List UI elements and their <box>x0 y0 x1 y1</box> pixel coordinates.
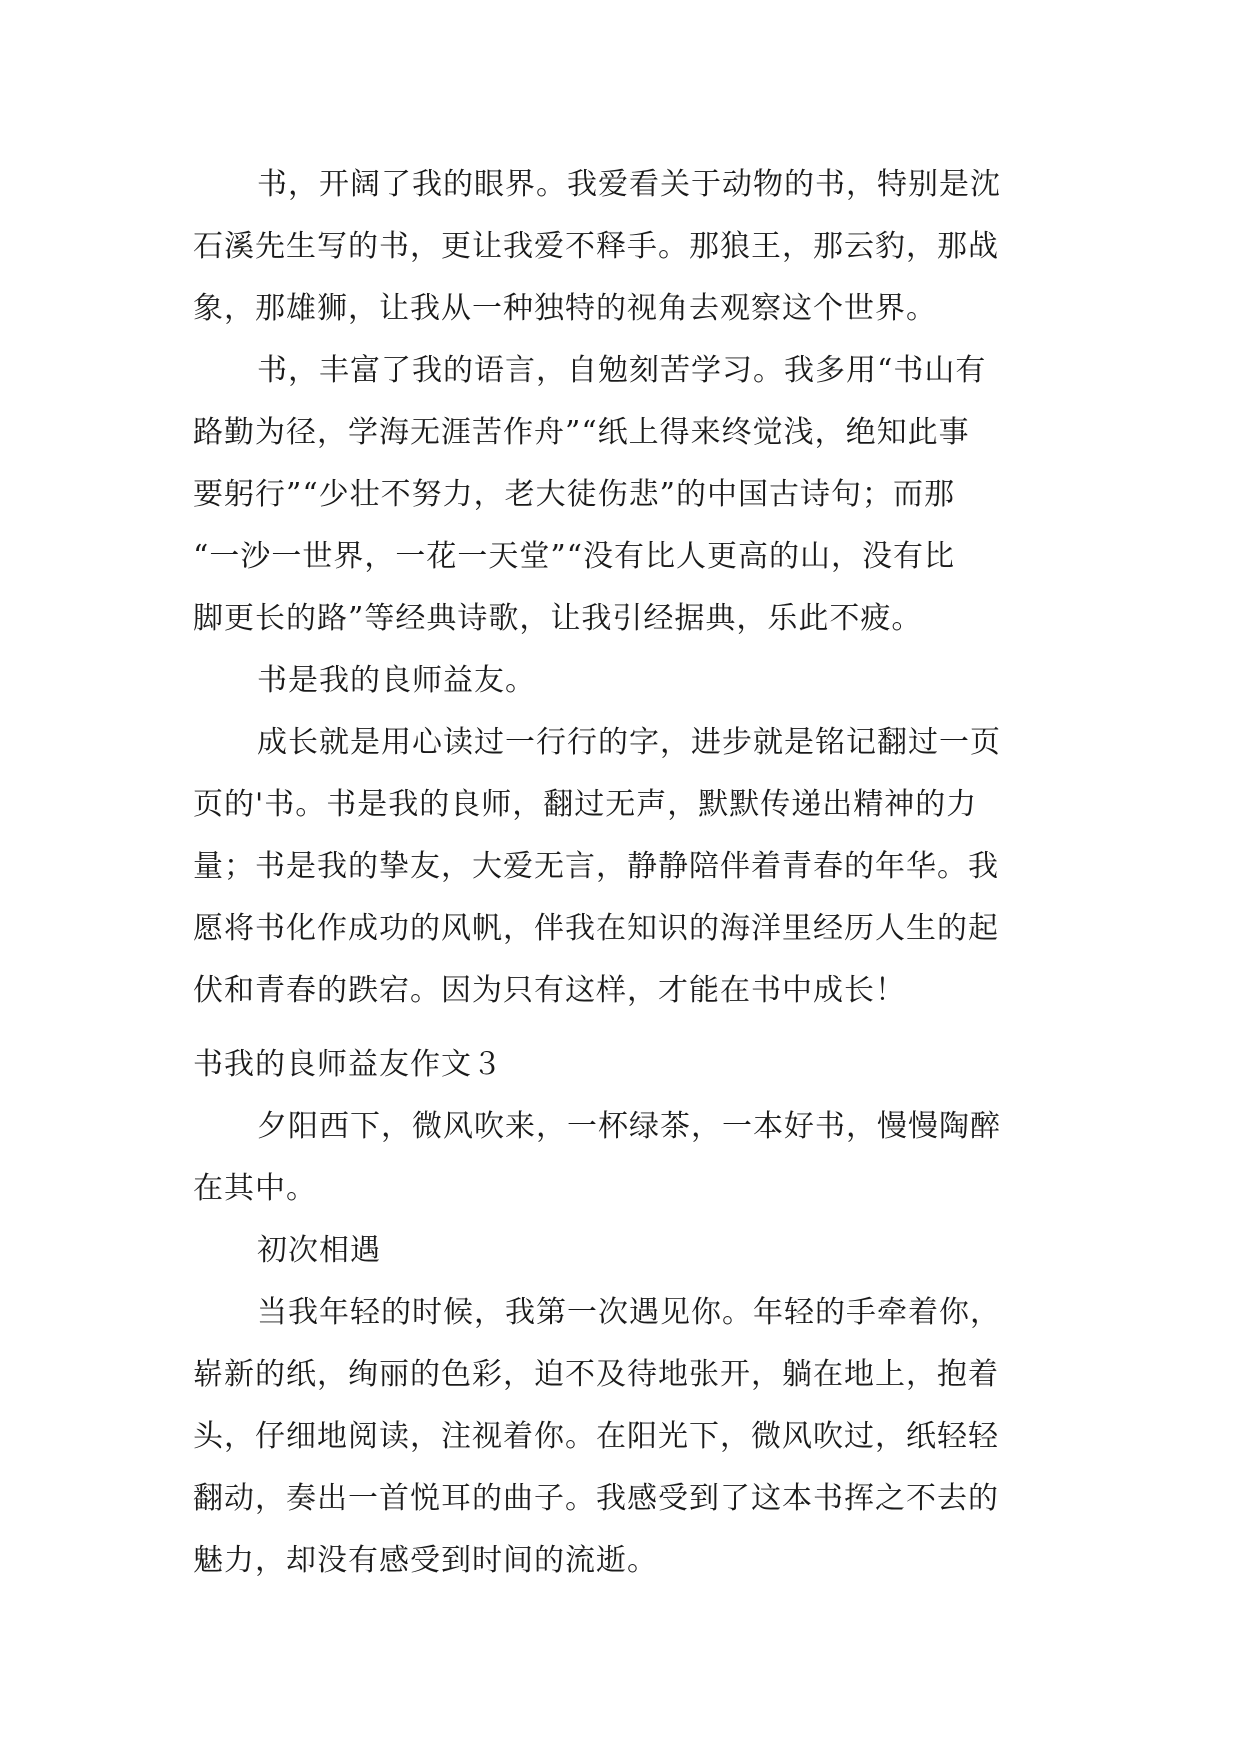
paragraph-young <box>193 1282 1063 1592</box>
essay-body-part-2 <box>193 1034 1063 1592</box>
text-line: 量；书是我的挚友，大爱无言，静静陪伴着青春的年华。我 <box>193 849 999 884</box>
text-line: 成长就是用心读过一行行的字，进步就是铭记翻过一页 <box>257 725 1001 760</box>
text-line: 书是我的良师益友。 <box>257 663 536 698</box>
paragraph-first-meeting <box>193 1220 1063 1282</box>
paragraph-friend <box>193 650 1063 712</box>
text-line: 初次相遇 <box>257 1233 381 1268</box>
text-line: 崭新的纸，绚丽的色彩，迫不及待地张开，躺在地上，抱着 <box>193 1357 999 1392</box>
text-line: “一沙一世界，一花一天堂”“没有比人更高的山，没有比 <box>193 539 956 574</box>
text-line: 象，那雄狮，让我从一种独特的视角去观察这个世界。 <box>193 291 937 326</box>
text-line: 书，开阔了我的眼界。我爱看关于动物的书，特别是沈 <box>257 167 1001 202</box>
text-line: 石溪先生写的书，更让我爱不释手。那狼王，那云豹，那战 <box>193 229 999 264</box>
paragraph-eyes <box>193 154 1063 340</box>
essay-heading: 书我的良师益友作文３ <box>193 1047 503 1082</box>
paragraph-sunset <box>193 1096 1063 1220</box>
essay-body-part-1 <box>193 154 1063 1022</box>
text-line: 翻动，奏出一首悦耳的曲子。我感受到了这本书挥之不去的 <box>193 1481 999 1516</box>
text-line: 路勤为径，学海无涯苦作舟”“纸上得来终觉浅，绝知此事 <box>193 415 970 450</box>
text-line: 书，丰富了我的语言，自勉刻苦学习。我多用“书山有 <box>257 353 987 388</box>
text-line: 当我年轻的时候，我第一次遇见你。年轻的手牵着你， <box>257 1295 1001 1330</box>
text-line: 愿将书化作成功的风帆，伴我在知识的海洋里经历人生的起 <box>193 911 999 946</box>
text-line: 脚更长的路”等经典诗歌，让我引经据典，乐此不疲。 <box>193 601 923 636</box>
text-line: 页的'书。书是我的良师，翻过无声，默默传递出精神的力 <box>193 787 978 822</box>
text-line: 魅力，却没有感受到时间的流逝。 <box>193 1543 658 1578</box>
paragraph-language <box>193 340 1063 650</box>
text-line: 伏和青春的跌宕。因为只有这样，才能在书中成长！ <box>193 973 906 1008</box>
text-line: 在其中。 <box>193 1171 317 1206</box>
text-line: 夕阳西下，微风吹来，一杯绿茶，一本好书，慢慢陶醉 <box>257 1109 1001 1144</box>
paragraph-growth <box>193 712 1063 1022</box>
text-line: 要躬行”“少壮不努力，老大徒伤悲”的中国古诗句；而那 <box>193 477 956 512</box>
text-line: 头，仔细地阅读，注视着你。在阳光下，微风吹过，纸轻轻 <box>193 1419 999 1454</box>
